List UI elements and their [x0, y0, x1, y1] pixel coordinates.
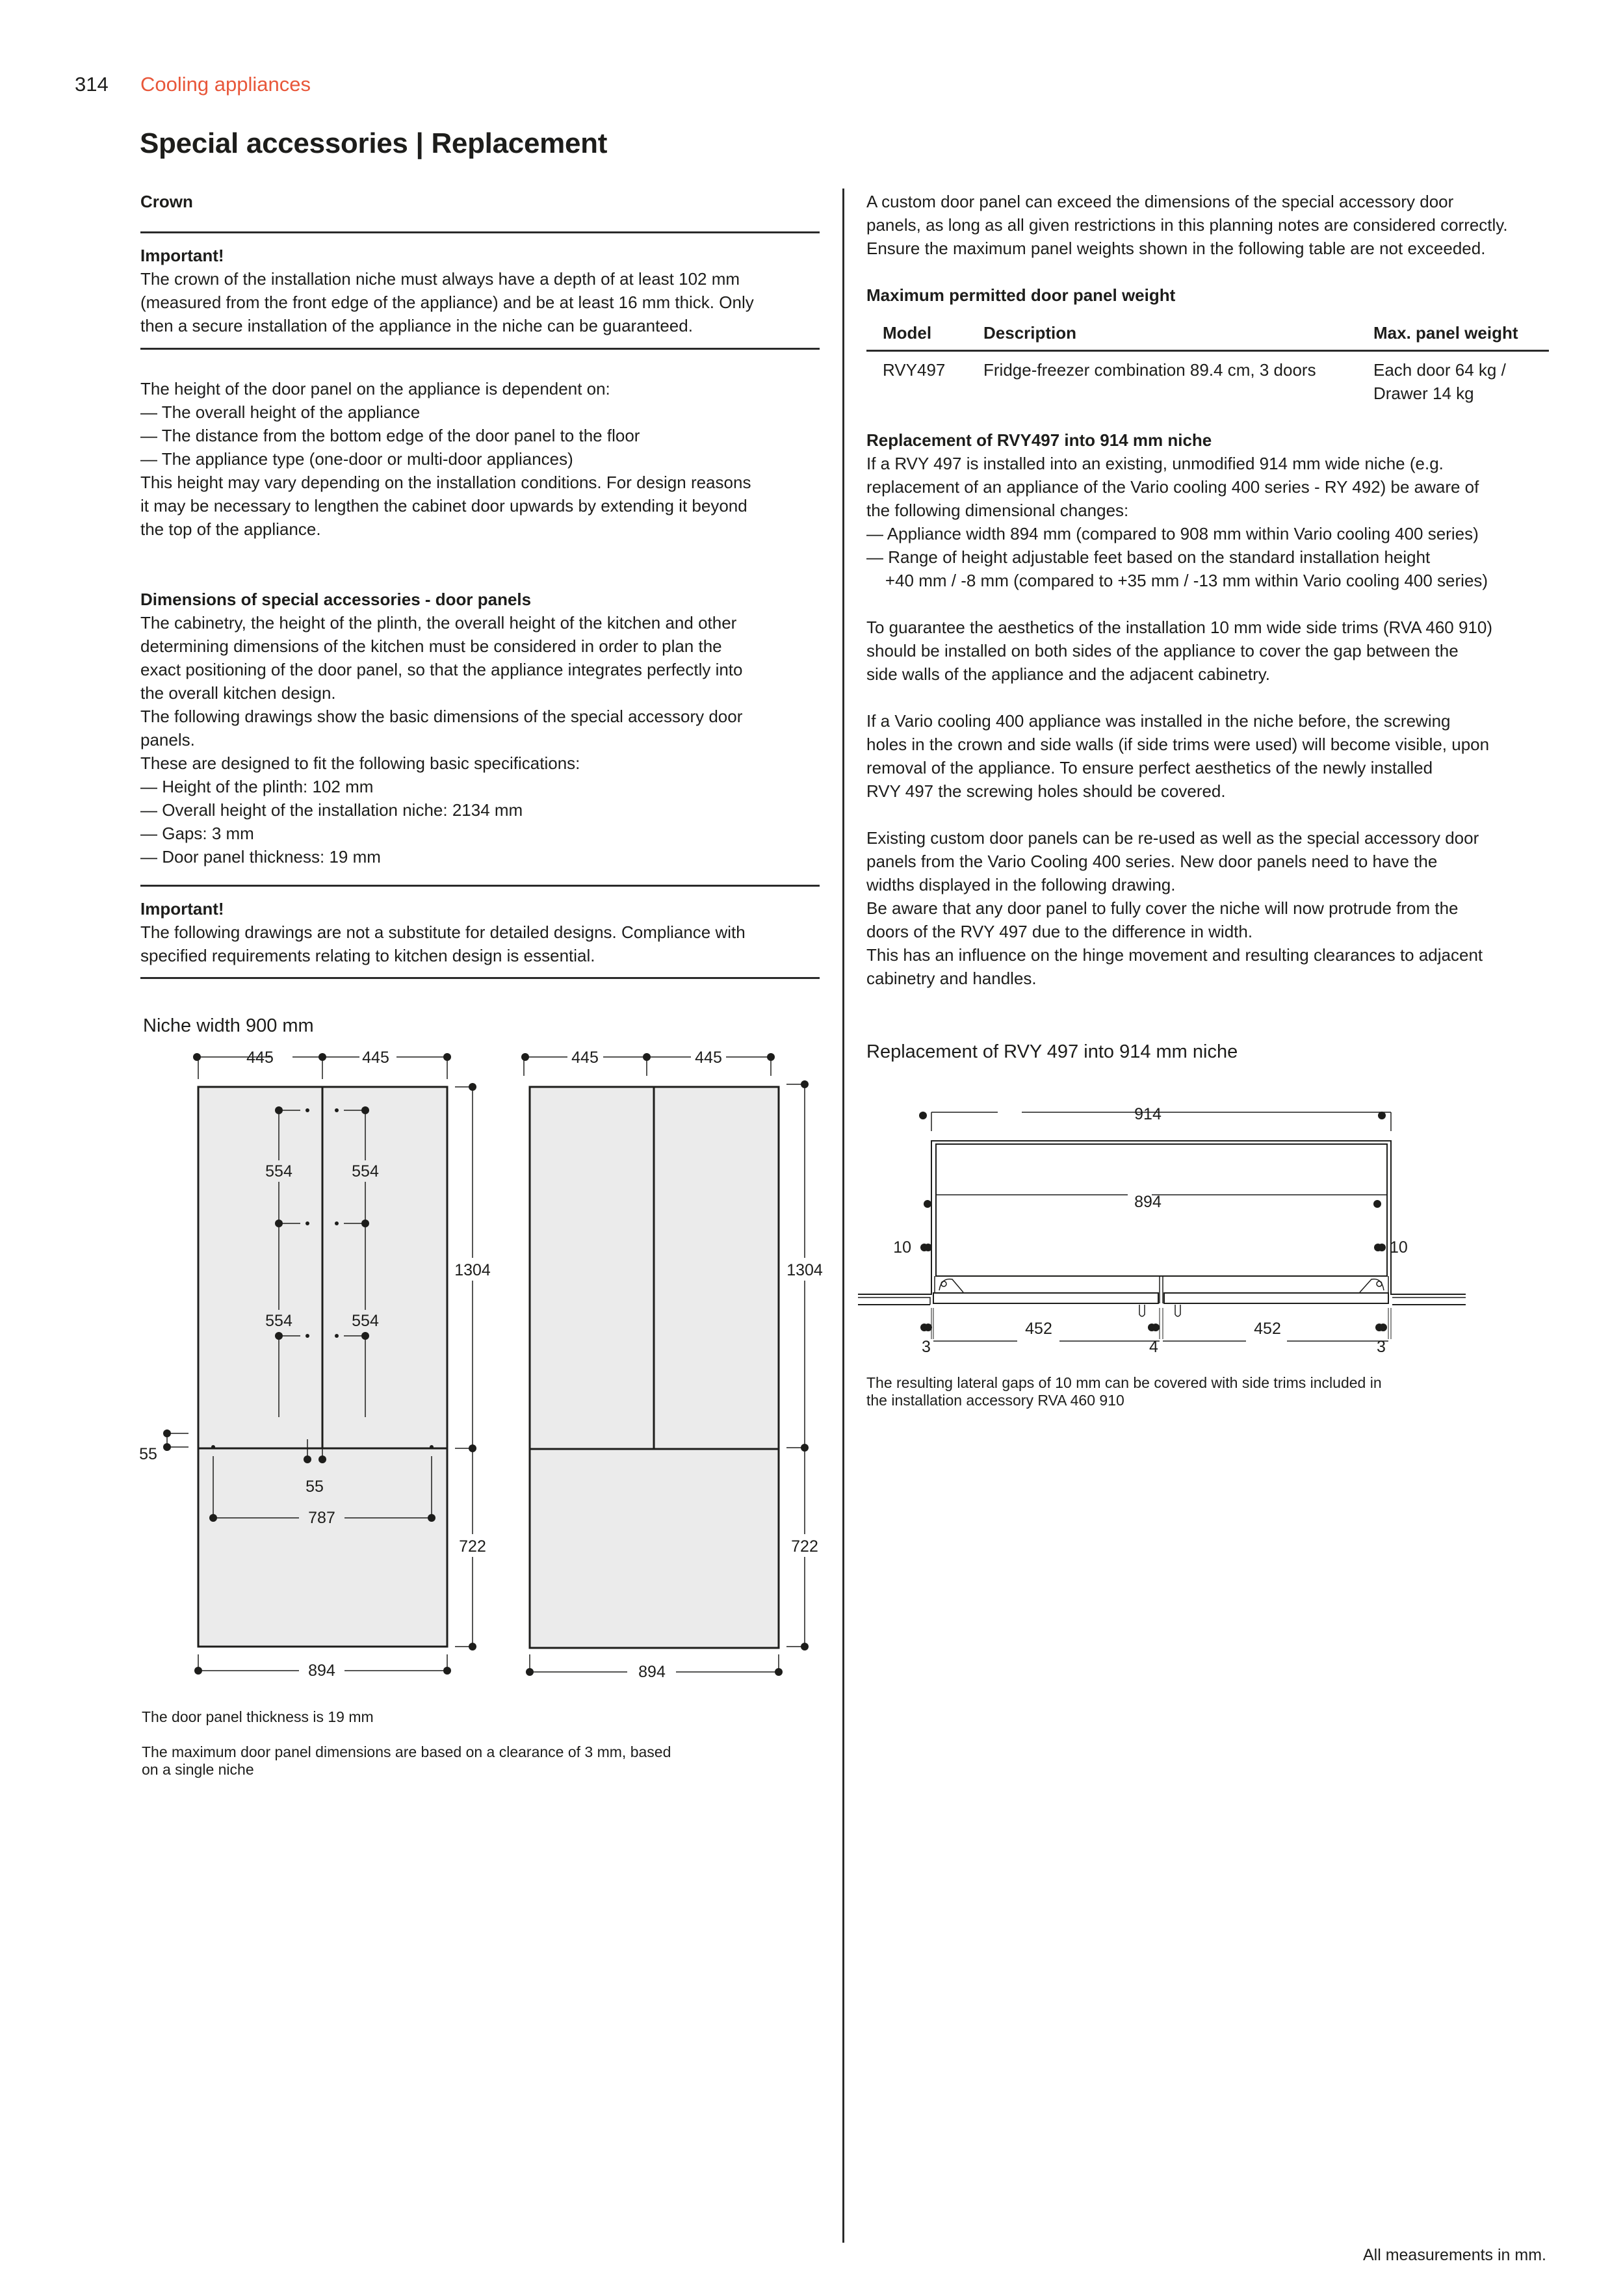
- page-title: Special accessories | Replacement: [140, 127, 608, 159]
- text-line: cabinetry and handles.: [866, 969, 1037, 988]
- dim-label: 3: [1377, 1338, 1386, 1356]
- dim-label: 787: [308, 1509, 335, 1527]
- dim-label: 1304: [786, 1261, 823, 1279]
- weight-line: Drawer 14 kg: [1373, 384, 1474, 403]
- dim-label: 452: [1025, 1320, 1052, 1338]
- rule: [140, 885, 820, 887]
- text-line: The following drawings show the basic dimensions of the special accessory door: [140, 707, 743, 726]
- dim-label: 55: [139, 1445, 157, 1463]
- bullet: +40 mm / -8 mm (compared to +35 mm / -13 mm within Vario cooling 400 series): [866, 571, 1488, 590]
- section-title: Cooling appliances: [140, 73, 311, 96]
- crown-heading: Crown: [140, 192, 193, 211]
- dim-label: 55: [305, 1478, 324, 1496]
- caption-clearance: [142, 1743, 671, 1779]
- text-line: panels from the Vario Cooling 400 series. New door panels need to have the: [866, 852, 1438, 871]
- text-line: it may be necessary to lengthen the cabinet door upwards by extending it beyond: [140, 496, 747, 515]
- text-line: side walls of the appliance and the adjacent cabinetry.: [866, 664, 1271, 684]
- dim-label: 4: [1149, 1338, 1158, 1356]
- text-line: Be aware that any door panel to fully cover the niche will now protrude from the: [866, 898, 1459, 918]
- dim-label: 452: [1254, 1320, 1281, 1338]
- text-line: The height of the door panel on the appliance is dependent on:: [140, 379, 610, 398]
- text-line: If a Vario cooling 400 appliance was installed in the niche before, the screwing: [866, 711, 1451, 731]
- right-column: [866, 190, 1549, 990]
- cell-weight: [1373, 351, 1549, 406]
- dim-label: 445: [695, 1049, 722, 1067]
- footer-note: All measurements in mm.: [1362, 2246, 1546, 2264]
- caption-line: on a single niche: [142, 1761, 254, 1778]
- text-line: panels, as long as all given restrictions in this planning notes are considered correctly.: [866, 215, 1508, 235]
- text-line: This height may vary depending on the installation conditions. For design reasons: [140, 473, 751, 492]
- rule: [140, 348, 820, 350]
- dim-label: 10: [893, 1238, 911, 1257]
- text-line: The crown of the installation niche must always have a depth of at least 102 mm: [140, 269, 740, 289]
- text-line: This has an influence on the hinge movement and resulting clearances to adjacent: [866, 945, 1483, 965]
- dim-label: 894: [308, 1662, 335, 1680]
- dim-label: 894: [638, 1663, 666, 1681]
- dim-label: 914: [1134, 1105, 1162, 1123]
- important-heading: Important!: [140, 246, 224, 265]
- text-line: the following dimensional changes:: [866, 501, 1129, 520]
- text-line: doors of the RVY 497 due to the difference in width.: [866, 922, 1253, 941]
- bullet: — Height of the plinth: 102 mm: [140, 777, 374, 796]
- door-panel-drawing: [130, 1034, 845, 1697]
- text-line: the overall kitchen design.: [140, 683, 336, 703]
- rule: [140, 977, 820, 979]
- text-line: (measured from the front edge of the appliance) and be at least 16 mm thick. Only: [140, 293, 754, 312]
- figure-title-niche-900: Niche width 900 mm: [143, 1015, 314, 1036]
- dim-label: 722: [791, 1537, 818, 1556]
- text-line: A custom door panel can exceed the dimensions of the special accessory door: [866, 192, 1454, 211]
- text-line: The cabinetry, the height of the plinth, the overall height of the kitchen and other: [140, 613, 737, 633]
- bullet: — Range of height adjustable feet based on the standard installation height: [866, 547, 1431, 567]
- height-paragraph: [140, 377, 820, 868]
- caption-line: The maximum door panel dimensions are based on a clearance of 3 mm, based: [142, 1743, 671, 1760]
- caption-side-trims: [866, 1374, 1382, 1409]
- figure-title-914-niche: Replacement of RVY 497 into 914 mm niche: [866, 1041, 1238, 1062]
- important-box-1: [140, 244, 820, 337]
- text-line: panels.: [140, 730, 195, 750]
- text-line: removal of the appliance. To ensure perfect aesthetics of the newly installed: [866, 758, 1433, 777]
- weight-line: Each door 64 kg /: [1373, 360, 1506, 380]
- rule: [140, 231, 820, 233]
- text-line: Ensure the maximum panel weights shown in the following table are not exceeded.: [866, 239, 1486, 258]
- dim-label: 554: [265, 1312, 292, 1330]
- cell-description: Fridge-freezer combination 89.4 cm, 3 doors: [983, 360, 1316, 380]
- text-line: To guarantee the aesthetics of the installation 10 mm wide side trims (RVA 460 910): [866, 618, 1493, 637]
- bullet: — Overall height of the installation niche: 2134 mm: [140, 800, 523, 820]
- text-line: replacement of an appliance of the Vario cooling 400 series - RY 492) be aware of: [866, 477, 1479, 497]
- text-line: These are designed to fit the following basic specifications:: [140, 753, 580, 773]
- dim-label: 554: [352, 1312, 379, 1330]
- bullet: — Door panel thickness: 19 mm: [140, 847, 381, 867]
- important-box-2: [140, 897, 820, 967]
- text-line: determining dimensions of the kitchen must be considered in order to plan the: [140, 636, 722, 656]
- caption-line: The resulting lateral gaps of 10 mm can be covered with side trims included in: [866, 1374, 1382, 1391]
- bullet: — Gaps: 3 mm: [140, 824, 254, 843]
- table-row: [866, 351, 1549, 406]
- column-header-model: Model: [866, 321, 983, 351]
- text-line: widths displayed in the following drawing.: [866, 875, 1176, 894]
- column-header-weight: Max. panel weight: [1373, 321, 1549, 351]
- dim-label: 722: [459, 1537, 486, 1556]
- bullet: — The overall height of the appliance: [140, 402, 421, 422]
- panel-weight-table: [866, 321, 1549, 405]
- dim-label: 445: [362, 1049, 389, 1067]
- text-line: then a secure installation of the appliance in the niche can be guaranteed.: [140, 316, 693, 335]
- dim-label: 3: [922, 1338, 931, 1356]
- bullet: — Appliance width 894 mm (compared to 908 mm within Vario cooling 400 series): [866, 524, 1479, 543]
- bullet: — The appliance type (one-door or multi-door appliances): [140, 449, 573, 469]
- caption-line: the installation accessory RVA 460 910: [866, 1392, 1124, 1409]
- dim-label: 894: [1134, 1193, 1162, 1211]
- dim-label: 445: [246, 1049, 274, 1067]
- text-line: The following drawings are not a substitute for detailed designs. Compliance with: [140, 922, 746, 942]
- text-line: should be installed on both sides of the appliance to cover the gap between the: [866, 641, 1459, 660]
- cell-model: RVY497: [883, 360, 946, 380]
- column-header-description: Description: [983, 321, 1373, 351]
- left-column: [140, 190, 820, 213]
- text-line: exact positioning of the door panel, so that the appliance integrates perfectly into: [140, 660, 743, 679]
- text-line: Existing custom door panels can be re-used as well as the special accessory door: [866, 828, 1479, 848]
- bullet: — The distance from the bottom edge of the door panel to the floor: [140, 426, 640, 445]
- dim-label: 445: [571, 1049, 599, 1067]
- table-header-row: [866, 321, 1549, 351]
- dim-label: 554: [352, 1162, 379, 1181]
- important-heading: Important!: [140, 899, 224, 919]
- dim-label: 10: [1390, 1238, 1408, 1257]
- dim-label: 1304: [454, 1261, 491, 1279]
- table-heading: Maximum permitted door panel weight: [866, 285, 1176, 305]
- page-number: 314: [75, 73, 109, 96]
- text-line: specified requirements relating to kitchen design is essential.: [140, 946, 595, 965]
- dimensions-heading: Dimensions of special accessories - door panels: [140, 590, 532, 609]
- replacement-heading: Replacement of RVY497 into 914 mm niche: [866, 430, 1212, 450]
- text-line: the top of the appliance.: [140, 519, 321, 539]
- text-line: RVY 497 the screwing holes should be covered.: [866, 781, 1226, 801]
- text-line: holes in the crown and side walls (if side trims were used) will become visible, upon: [866, 735, 1490, 754]
- dim-label: 554: [265, 1162, 292, 1181]
- text-line: If a RVY 497 is installed into an existing, unmodified 914 mm wide niche (e.g.: [866, 454, 1444, 473]
- caption-thickness: The door panel thickness is 19 mm: [142, 1708, 374, 1725]
